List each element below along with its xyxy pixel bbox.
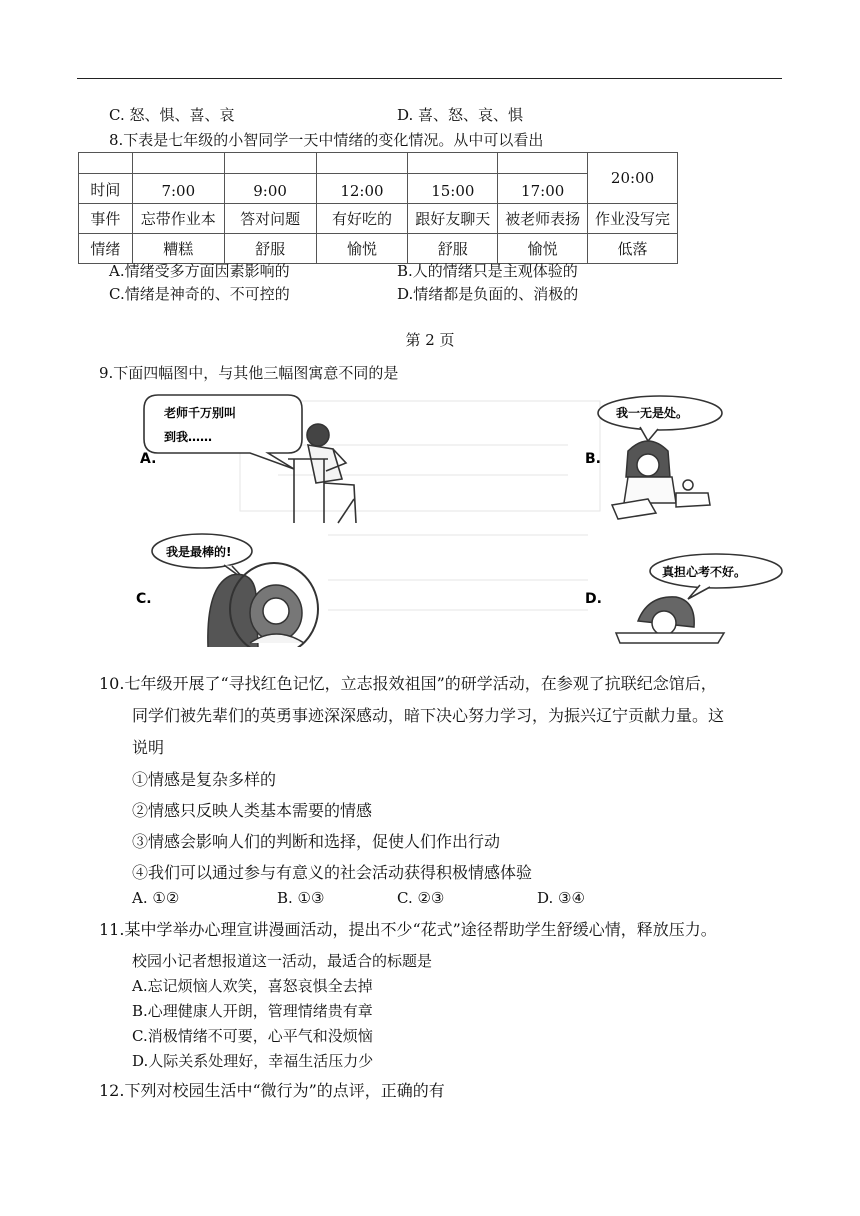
q11-option-b[interactable]: B.心理健康人开朗，管理情绪贵有章 <box>132 1002 373 1020</box>
q10-stem-line-3: 说明 <box>132 738 165 757</box>
panel-c-girl-mirror <box>208 563 318 647</box>
table-cell-event: 答对问题 <box>224 204 316 234</box>
table-cell-time: 7:00 <box>132 174 224 204</box>
table-row-label-time: 时间 <box>79 174 133 204</box>
header-rule <box>77 78 782 79</box>
table-cell-mood: 舒服 <box>408 234 498 264</box>
q8-option-b[interactable]: B.人的情绪只是主观体验的 <box>397 262 578 280</box>
q11-option-c[interactable]: C.消极情绪不可要，心平气和没烦恼 <box>132 1027 373 1045</box>
panel-a-speech-1: 老师千万别叫 <box>164 406 237 420</box>
table-cell-mood: 糟糕 <box>132 234 224 264</box>
table-row-label-event: 事件 <box>79 204 133 234</box>
q10-option-b[interactable]: B. ①③ <box>277 889 325 907</box>
panel-a-speech-2: 到我…… <box>164 430 213 444</box>
q12-stem: 12.下列对校园生活中“微行为”的点评，正确的有 <box>99 1081 445 1100</box>
table-cell-time: 17:00 <box>498 174 588 204</box>
q10-option-d[interactable]: D. ③④ <box>537 889 585 907</box>
table-cell-event: 被老师表扬 <box>498 204 588 234</box>
q10-option-a[interactable]: A. ①② <box>132 889 180 907</box>
panel-d-girl <box>616 597 724 643</box>
panel-c-label[interactable]: C. <box>136 591 152 607</box>
panel-a-label[interactable]: A. <box>140 451 157 467</box>
q8-stem: 8.下表是七年级的小智同学一天中情绪的变化情况。从中可以看出 <box>109 131 544 149</box>
table-cell-mood: 低落 <box>588 234 678 264</box>
q8-option-c[interactable]: C.情绪是神奇的、不可控的 <box>109 285 290 303</box>
q10-item-2: ②情感只反映人类基本需要的情感 <box>132 801 373 820</box>
panel-b-label[interactable]: B. <box>585 451 601 467</box>
q11-stem-line-2: 校园小记者想报道这一活动，最适合的标题是 <box>132 952 433 970</box>
q10-stem-line-2: 同学们被先辈们的英勇事迹深深感动，暗下决心努力学习，为振兴辽宁贡献力量。这 <box>132 706 725 725</box>
table-cell-time: 12:00 <box>316 174 408 204</box>
q9-stem: 9.下面四幅图中，与其他三幅图寓意不同的是 <box>99 364 399 382</box>
table-cell-time: 20:00 <box>588 153 678 204</box>
q10-item-1: ①情感是复杂多样的 <box>132 770 277 789</box>
panel-d-label[interactable]: D. <box>585 591 602 607</box>
q10-stem-line-1: 10.七年级开展了“寻找红色记忆，立志报效祖国”的研学活动，在参观了抗联纪念馆后， <box>99 674 717 693</box>
panel-b-person <box>612 441 710 519</box>
page-number: 第 2 页 <box>405 331 455 349</box>
q7-option-d[interactable]: D. 喜、怒、哀、惧 <box>397 106 524 124</box>
table-cell-event: 有好吃的 <box>316 204 408 234</box>
panel-b-speech: 我一无是处。 <box>616 406 689 420</box>
q10-item-3: ③情感会影响人们的判断和选择，促使人们作出行动 <box>132 832 501 851</box>
table-row-label-mood: 情绪 <box>79 234 133 264</box>
q8-option-a[interactable]: A.情绪受多方面因素影响的 <box>109 262 290 280</box>
table-cell-empty <box>79 153 133 174</box>
table-cell-mood: 愉悦 <box>316 234 408 264</box>
cartoon-figure <box>128 385 788 647</box>
table-cell-time: 15:00 <box>408 174 498 204</box>
table-cell-event: 跟好友聊天 <box>408 204 498 234</box>
q11-option-a[interactable]: A.忘记烦恼人欢笑，喜怒哀惧全去掉 <box>132 977 373 995</box>
q11-option-d[interactable]: D.人际关系处理好，幸福生活压力少 <box>132 1052 374 1070</box>
q7-option-c[interactable]: C. 怒、惧、喜、哀 <box>109 106 235 124</box>
panel-c-speech: 我是最棒的! <box>166 545 232 559</box>
cartoon-svg <box>128 385 788 647</box>
q10-item-4: ④我们可以通过参与有意义的社会活动获得积极情感体验 <box>132 863 533 882</box>
table-cell-event: 作业没写完 <box>588 204 678 234</box>
table-cell-event: 忘带作业本 <box>132 204 224 234</box>
panel-d-speech: 真担心考不好。 <box>662 565 747 579</box>
table-cell-mood: 舒服 <box>224 234 316 264</box>
table-cell-mood: 愉悦 <box>498 234 588 264</box>
q11-stem-line-1: 11.某中学举办心理宣讲漫画活动，提出不少“花式”途径帮助学生舒缓心情，释放压力。 <box>99 920 717 939</box>
q8-option-d[interactable]: D.情绪都是负面的、消极的 <box>397 285 579 303</box>
table-cell-time: 9:00 <box>224 174 316 204</box>
q10-option-c[interactable]: C. ②③ <box>397 889 445 907</box>
emotion-table <box>78 152 678 264</box>
